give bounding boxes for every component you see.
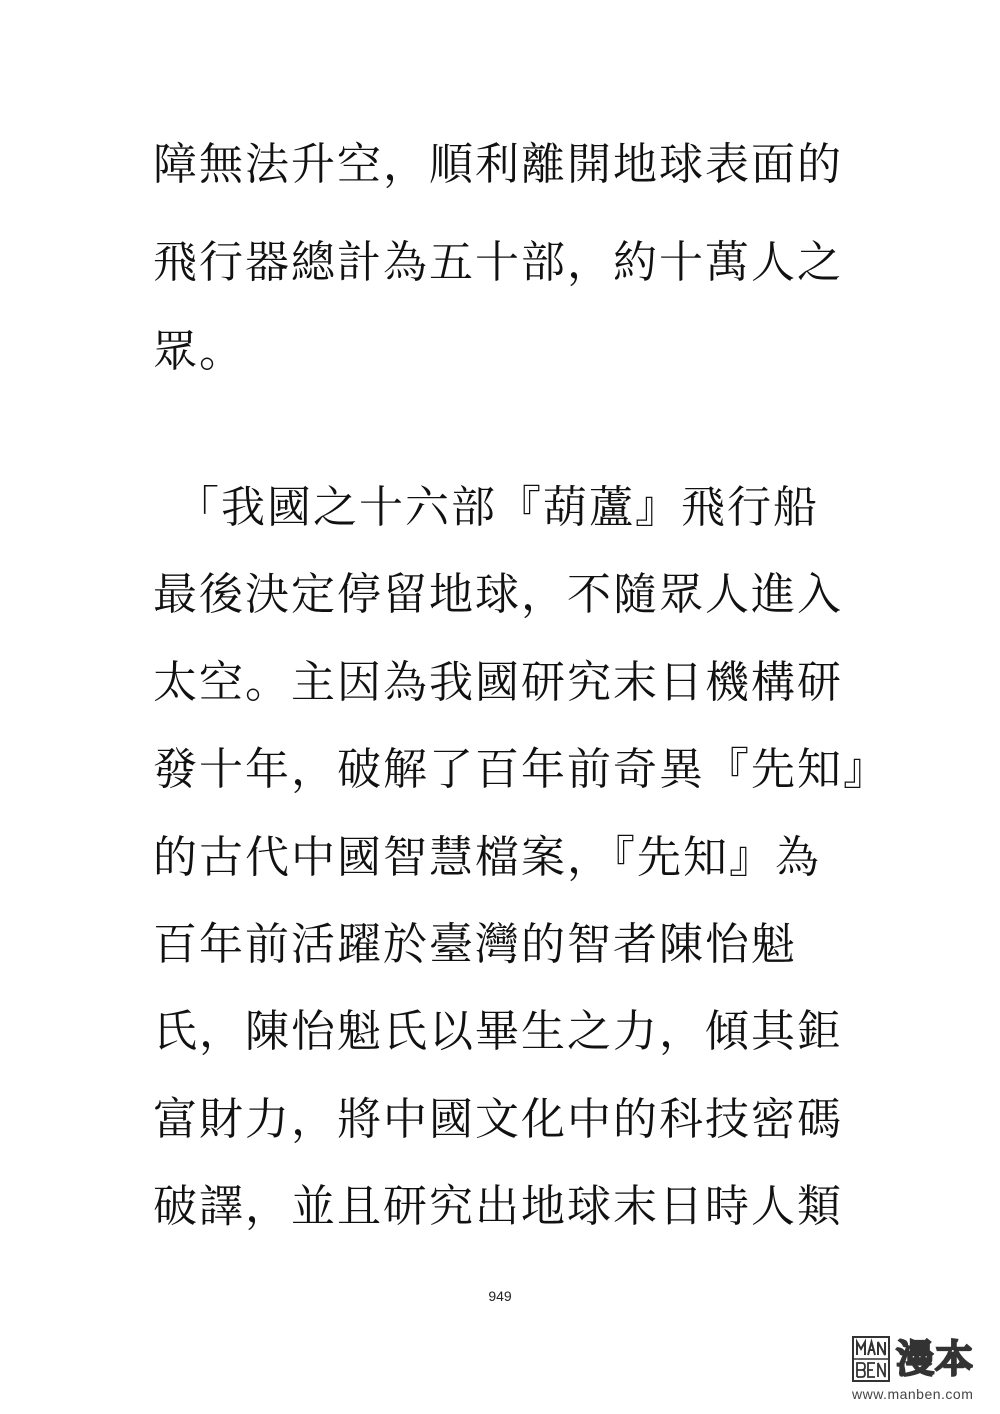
text-line: 的古代中國智慧檔案，『先知』為	[153, 832, 821, 883]
page-number: 949	[488, 1288, 512, 1304]
text-line: 發十年，破解了百年前奇異『先知』	[153, 744, 889, 795]
watermark	[852, 1336, 992, 1406]
text-line: 太空。主因為我國研究末日機構研	[153, 657, 843, 708]
text-line: 飛行器總計為五十部，約十萬人之	[153, 237, 843, 288]
text-line: 障無法升空，順利離開地球表面的	[153, 139, 843, 190]
text-line: 眾。	[153, 326, 245, 377]
text-line: 最後決定停留地球，不隨眾人進入	[153, 569, 843, 620]
watermark-brand: 漫本	[896, 1337, 975, 1381]
text-line: 氏，陳怡魁氏以畢生之力，傾其鉅	[153, 1006, 843, 1057]
text-line: 「我國之十六部『葫蘆』飛行船	[175, 482, 819, 533]
manben-logo-icon	[852, 1336, 890, 1382]
text-line: 富財力，將中國文化中的科技密碼	[153, 1094, 843, 1145]
watermark-url: www.manben.com	[852, 1386, 974, 1402]
text-line: 破譯，並且研究出地球末日時人類	[153, 1181, 843, 1232]
text-line: 百年前活躍於臺灣的智者陳怡魁	[153, 919, 797, 970]
